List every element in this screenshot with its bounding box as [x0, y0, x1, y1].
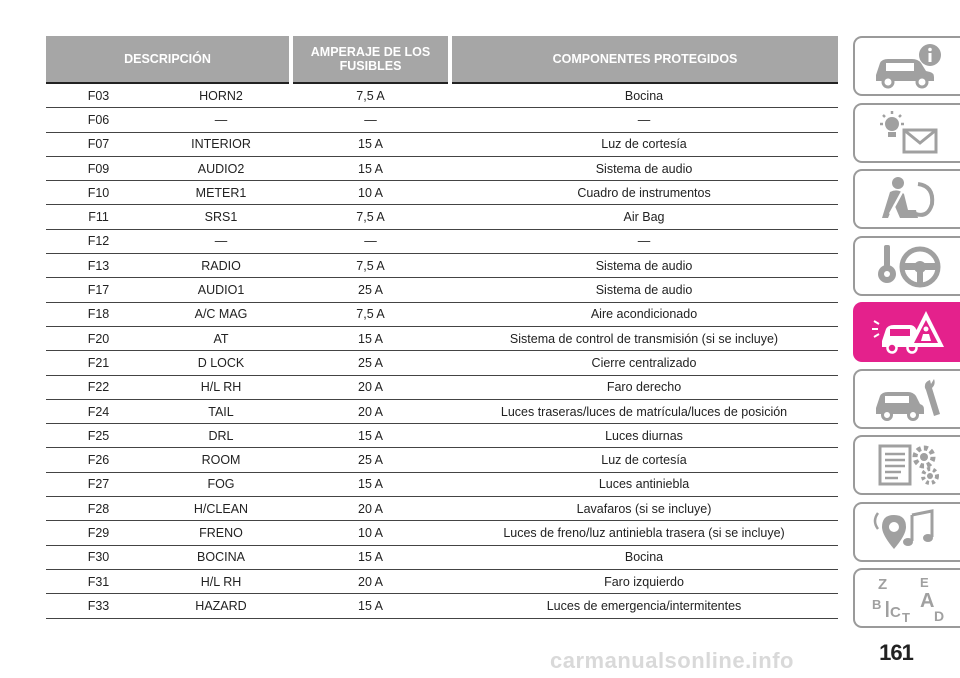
- amperage-cell: 15 A: [291, 545, 450, 569]
- amperage-cell: 10 A: [291, 521, 450, 545]
- table-row: [46, 254, 838, 278]
- amperage-cell: —: [291, 229, 450, 253]
- table-row: [46, 594, 838, 618]
- fuse-name-cell: D LOCK: [151, 351, 291, 375]
- table-row: [46, 497, 838, 521]
- fuse-code-cell: F21: [46, 351, 151, 375]
- warning-lights-icon: [868, 108, 948, 158]
- tab-warning-lights[interactable]: [853, 103, 960, 163]
- amperage-cell: 25 A: [291, 448, 450, 472]
- component-cell: —: [450, 229, 838, 253]
- amperage-cell: —: [291, 108, 450, 132]
- table-row: [46, 424, 838, 448]
- fuse-name-cell: HAZARD: [151, 594, 291, 618]
- fuse-name-cell: HORN2: [151, 83, 291, 108]
- tab-index[interactable]: [853, 568, 960, 628]
- table-row: [46, 448, 838, 472]
- fuse-name-cell: AUDIO1: [151, 278, 291, 302]
- fuse-name-cell: —: [151, 229, 291, 253]
- table-row: [46, 156, 838, 180]
- amperage-cell: 15 A: [291, 424, 450, 448]
- component-cell: Luces traseras/luces de matrícula/luces de posición: [450, 399, 838, 423]
- amperage-cell: 10 A: [291, 181, 450, 205]
- fuse-code-cell: F29: [46, 521, 151, 545]
- amperage-cell: 20 A: [291, 569, 450, 593]
- table-row: [46, 83, 838, 108]
- fuse-name-cell: AUDIO2: [151, 156, 291, 180]
- table-row: [46, 472, 838, 496]
- amperage-cell: 20 A: [291, 399, 450, 423]
- fuse-code-cell: F12: [46, 229, 151, 253]
- page-number: 161: [879, 640, 913, 665]
- fuse-code-cell: F33: [46, 594, 151, 618]
- fuse-code-cell: F22: [46, 375, 151, 399]
- fuse-code-cell: F17: [46, 278, 151, 302]
- amperage-cell: 25 A: [291, 278, 450, 302]
- fuse-name-cell: INTERIOR: [151, 132, 291, 156]
- fuse-name-cell: H/CLEAN: [151, 497, 291, 521]
- tab-car-info[interactable]: [853, 36, 960, 96]
- fuse-code-cell: F27: [46, 472, 151, 496]
- index-letter: B: [871, 597, 881, 612]
- fuse-code-cell: F24: [46, 399, 151, 423]
- fuse-name-cell: H/L RH: [151, 569, 291, 593]
- amperage-cell: 25 A: [291, 351, 450, 375]
- fuse-name-cell: A/C MAG: [151, 302, 291, 326]
- index-letter: C: [889, 604, 901, 621]
- component-cell: Cierre centralizado: [450, 351, 838, 375]
- index-letter: D: [933, 608, 944, 623]
- multimedia-icon: [868, 507, 948, 557]
- table-row: [46, 132, 838, 156]
- fuse-name-cell: H/L RH: [151, 375, 291, 399]
- amperage-cell: 15 A: [291, 594, 450, 618]
- table-row: [46, 399, 838, 423]
- fuse-code-cell: F09: [46, 156, 151, 180]
- index-letter: Z: [877, 576, 887, 593]
- table-row: [46, 326, 838, 350]
- component-cell: Sistema de audio: [450, 278, 838, 302]
- fuse-name-cell: DRL: [151, 424, 291, 448]
- component-cell: Luces de emergencia/intermitentes: [450, 594, 838, 618]
- component-cell: Bocina: [450, 545, 838, 569]
- fuse-code-cell: F10: [46, 181, 151, 205]
- tab-seat-safety[interactable]: [853, 169, 960, 229]
- fuse-code-cell: F18: [46, 302, 151, 326]
- table-row: [46, 351, 838, 375]
- amperage-cell: 7,5 A: [291, 205, 450, 229]
- emergency-icon: [868, 307, 948, 357]
- fuse-name-cell: BOCINA: [151, 545, 291, 569]
- index-letter: A: [919, 590, 934, 612]
- watermark: carmanualsonline.info: [550, 648, 794, 673]
- component-cell: Luz de cortesía: [450, 132, 838, 156]
- fuse-code-cell: F31: [46, 569, 151, 593]
- amperage-cell: 7,5 A: [291, 254, 450, 278]
- table-row: [46, 521, 838, 545]
- table-header-row: [46, 36, 838, 83]
- fuse-name-cell: AT: [151, 326, 291, 350]
- index-marker: [886, 601, 889, 617]
- table-row: [46, 375, 838, 399]
- header-amperage: [291, 36, 450, 83]
- fuse-name-cell: FRENO: [151, 521, 291, 545]
- fuse-code-cell: F20: [46, 326, 151, 350]
- amperage-cell: 7,5 A: [291, 302, 450, 326]
- car-info-icon: [868, 41, 948, 91]
- component-cell: Bocina: [450, 83, 838, 108]
- component-cell: Luz de cortesía: [450, 448, 838, 472]
- table-row: [46, 181, 838, 205]
- fuse-name-cell: RADIO: [151, 254, 291, 278]
- component-cell: Sistema de audio: [450, 156, 838, 180]
- fuse-name-cell: METER1: [151, 181, 291, 205]
- amperage-cell: 20 A: [291, 497, 450, 521]
- table-row: [46, 229, 838, 253]
- header-description: DESCRIPCIÓN: [46, 36, 291, 83]
- component-cell: Cuadro de instrumentos: [450, 181, 838, 205]
- component-cell: Faro izquierdo: [450, 569, 838, 593]
- table-row: [46, 302, 838, 326]
- fuse-name-cell: FOG: [151, 472, 291, 496]
- fuse-code-cell: F13: [46, 254, 151, 278]
- fuse-code-cell: F07: [46, 132, 151, 156]
- maintenance-icon: [868, 374, 948, 424]
- tab-technical-data[interactable]: [853, 435, 960, 495]
- component-cell: Luces diurnas: [450, 424, 838, 448]
- component-cell: Sistema de control de transmisión (si se incluye): [450, 326, 838, 350]
- component-cell: Air Bag: [450, 205, 838, 229]
- amperage-cell: 15 A: [291, 326, 450, 350]
- tab-maintenance[interactable]: [853, 369, 960, 429]
- table-row: [46, 569, 838, 593]
- fuse-table: [46, 36, 838, 619]
- amperage-cell: 15 A: [291, 132, 450, 156]
- seat-safety-icon: [868, 174, 948, 224]
- amperage-cell: 15 A: [291, 472, 450, 496]
- fuse-code-cell: F11: [46, 205, 151, 229]
- fuse-name-cell: —: [151, 108, 291, 132]
- header-amperage-line1: AMPERAJE DE LOS: [310, 44, 431, 59]
- component-cell: Luces antiniebla: [450, 472, 838, 496]
- component-cell: Lavafaros (si se incluye): [450, 497, 838, 521]
- component-cell: —: [450, 108, 838, 132]
- index-icon: [868, 573, 948, 623]
- fuse-code-cell: F03: [46, 83, 151, 108]
- tab-emergency[interactable]: [853, 302, 960, 362]
- fuse-code-cell: F30: [46, 545, 151, 569]
- component-cell: Aire acondicionado: [450, 302, 838, 326]
- table-row: [46, 545, 838, 569]
- tab-starting-driving[interactable]: [853, 236, 960, 296]
- component-cell: Luces de freno/luz antiniebla trasera (si se incluye): [450, 521, 838, 545]
- fuse-code-cell: F25: [46, 424, 151, 448]
- fuse-code-cell: F06: [46, 108, 151, 132]
- index-letter: E: [919, 575, 929, 590]
- side-tabs: [853, 36, 960, 635]
- index-letter: T: [901, 610, 910, 623]
- component-cell: Sistema de audio: [450, 254, 838, 278]
- fuse-name-cell: SRS1: [151, 205, 291, 229]
- fuse-code-cell: F26: [46, 448, 151, 472]
- table-row: [46, 205, 838, 229]
- starting-driving-icon: [868, 241, 948, 291]
- table-row: [46, 108, 838, 132]
- tab-multimedia[interactable]: [853, 502, 960, 562]
- header-amperage-line2: FUSIBLES: [339, 59, 402, 73]
- fuse-name-cell: ROOM: [151, 448, 291, 472]
- component-cell: Faro derecho: [450, 375, 838, 399]
- amperage-cell: 15 A: [291, 156, 450, 180]
- header-components: COMPONENTES PROTEGIDOS: [450, 36, 838, 83]
- amperage-cell: 7,5 A: [291, 83, 450, 108]
- fuse-name-cell: TAIL: [151, 399, 291, 423]
- table-row: [46, 278, 838, 302]
- fuse-code-cell: F28: [46, 497, 151, 521]
- amperage-cell: 20 A: [291, 375, 450, 399]
- technical-data-icon: [868, 440, 948, 490]
